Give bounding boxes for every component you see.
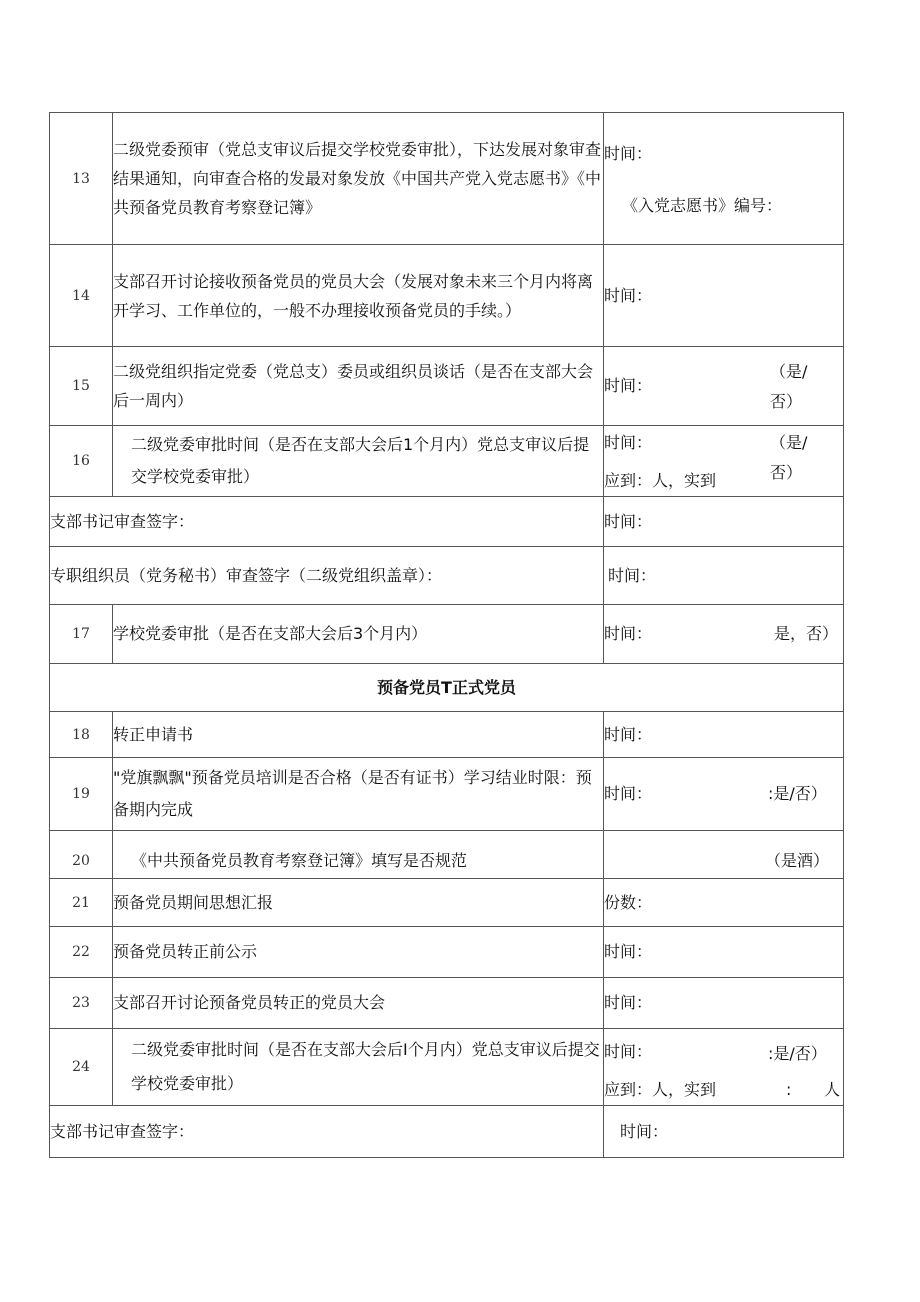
time-label: 时间： xyxy=(604,942,653,961)
no-option: 否） xyxy=(770,392,803,411)
row-number: 17 xyxy=(50,605,113,664)
signature-row xyxy=(50,547,844,605)
person-label: 人 xyxy=(824,1080,841,1099)
row-number: 14 xyxy=(50,245,113,347)
row-number: 19 xyxy=(50,758,113,831)
time-label: 时间： xyxy=(620,1121,669,1141)
row-number: 24 xyxy=(50,1029,113,1106)
yes-option: （是/ xyxy=(770,433,808,452)
time-label: 时间： xyxy=(604,144,653,163)
signature-time-cell xyxy=(604,547,844,605)
yes-option: （是/ xyxy=(770,362,808,381)
row-time-cell xyxy=(604,605,844,664)
copies-label: 份数： xyxy=(604,892,653,912)
table-row xyxy=(50,605,844,664)
signature-row xyxy=(50,497,844,547)
branch-secretary-signature: 支部书记审查签字： xyxy=(50,1106,604,1158)
table-row xyxy=(50,1029,844,1106)
no-option: 否） xyxy=(770,463,803,482)
signature-time-cell xyxy=(604,497,844,547)
row-description: 《中共预备党员教育考察登记簿》填写是否规范 xyxy=(113,831,604,879)
review-table xyxy=(49,112,844,1158)
time-label: 时间： xyxy=(604,724,653,744)
time-label: 时间： xyxy=(604,1042,653,1061)
row-number: 21 xyxy=(50,879,113,927)
row-time-cell xyxy=(604,712,844,758)
time-label: 时间： xyxy=(604,376,653,395)
table-row xyxy=(50,978,844,1029)
row-number: 18 xyxy=(50,712,113,758)
table-row xyxy=(50,758,844,831)
table-row xyxy=(50,712,844,758)
row-time-cell xyxy=(604,347,844,426)
row-description: 二级党委预审（党总支审议后提交学校党委审批），下达发展对象审查结果通知，向审查合格的发最对象发放《中国共产党入党志愿书》《中共预备党员教育考察登记簿》 xyxy=(113,113,604,245)
table-row xyxy=(50,927,844,978)
organizer-signature: 专职组织员（党务秘书）审查签字（二级党组织盖章）： xyxy=(50,547,604,605)
row-description: 学校党委审批（是否在支部大会后3个月内） xyxy=(113,605,604,664)
signature-time-cell xyxy=(604,1106,844,1158)
section-header-row xyxy=(50,664,844,712)
row-description: 转正申请书 xyxy=(113,712,604,758)
table-row xyxy=(50,113,844,245)
application-number-label: 《入党志愿书》编号： xyxy=(622,196,783,215)
attendance-label: 应到：人，实到 xyxy=(604,471,717,490)
signature-row xyxy=(50,1106,844,1158)
row-description: 预备党员期间思想汇报 xyxy=(113,879,604,927)
row-time-cell xyxy=(604,113,844,245)
time-label: 时间： xyxy=(604,285,653,305)
section-title: 预备党员T正式党员 xyxy=(50,664,844,712)
row-time-cell xyxy=(604,245,844,347)
row-number: 16 xyxy=(50,426,113,497)
time-label: 时间： xyxy=(604,511,653,531)
review-form xyxy=(49,112,843,1158)
yes-no-option: （是酒） xyxy=(764,851,829,870)
row-description: 二级党委审批时间（是否在支部大会后1个月内）党总支审议后提交学校党委审批） xyxy=(113,426,604,497)
table-row xyxy=(50,245,844,347)
row-description: 预备党员转正前公示 xyxy=(113,927,604,978)
row-description: 支部召开讨论接收预备党员的党员大会（发展对象未来三个月内将离开学习、工作单位的，一般不办理接收预备党员的手续。） xyxy=(113,245,604,347)
time-label: 时间： xyxy=(604,784,653,803)
row-description: 二级党委审批时间（是否在支部大会后I个月内）党总支审议后提交学校党委审批） xyxy=(113,1029,604,1106)
row-number: 23 xyxy=(50,978,113,1029)
row-number: 20 xyxy=(50,831,113,879)
table-row xyxy=(50,879,844,927)
branch-secretary-signature: 支部书记审查签字： xyxy=(50,497,604,547)
yes-no-option: 是，否） xyxy=(774,624,839,643)
time-label: 时间： xyxy=(604,624,653,643)
row-time-cell xyxy=(604,758,844,831)
row-description: 二级党组织指定党委（党总支）委员或组织员谈话（是否在支部大会后一周内） xyxy=(113,347,604,426)
row-time-cell xyxy=(604,831,844,879)
row-time-cell xyxy=(604,978,844,1029)
table-row xyxy=(50,426,844,497)
row-number: 15 xyxy=(50,347,113,426)
yes-no-option: :是/否） xyxy=(768,784,827,803)
row-count-cell xyxy=(604,879,844,927)
yes-no-option: :是/否） xyxy=(768,1044,827,1063)
time-label: 时间： xyxy=(604,433,653,452)
row-time-cell xyxy=(604,1029,844,1106)
row-number: 13 xyxy=(50,113,113,245)
time-label: 时间： xyxy=(608,565,657,585)
time-label: 时间： xyxy=(604,993,653,1012)
row-description: 支部召开讨论预备党员转正的党员大会 xyxy=(113,978,604,1029)
row-number: 22 xyxy=(50,927,113,978)
row-time-cell xyxy=(604,927,844,978)
table-row xyxy=(50,831,844,879)
row-description: "党旗飘飘"预备党员培训是否合格（是否有证书）学习结业时限：预备期内完成 xyxy=(113,758,604,831)
attendance-label: 应到：人，实到 xyxy=(604,1080,717,1099)
row-time-cell xyxy=(604,426,844,497)
table-row xyxy=(50,347,844,426)
colon-mark: : xyxy=(786,1080,792,1099)
